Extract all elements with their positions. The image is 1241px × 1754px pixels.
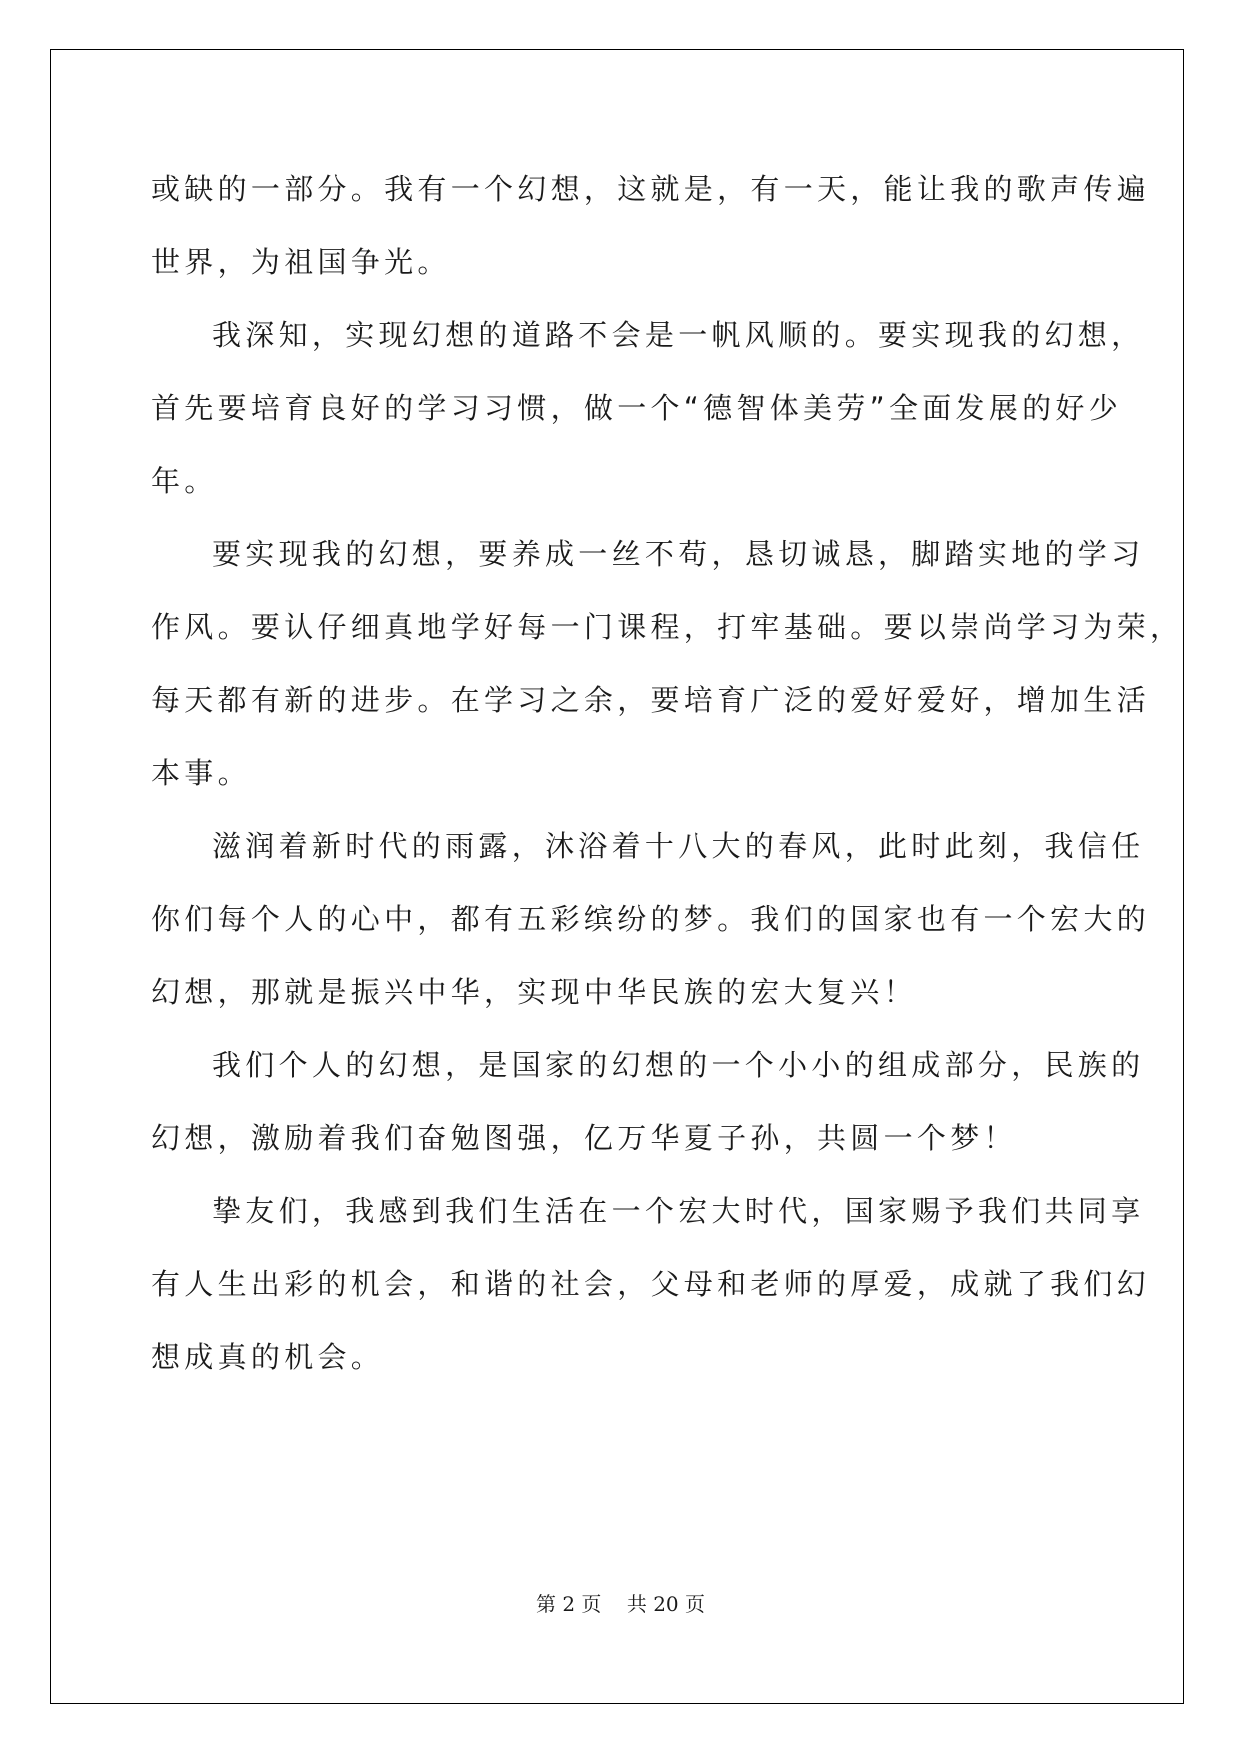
paragraph-line: 挚友们，我感到我们生活在一个宏大时代，国家赐予我们共同享: [212, 1194, 1145, 1228]
paragraph-line: 本事。: [151, 756, 251, 790]
paragraph-line: 滋润着新时代的雨露，沐浴着十八大的春风，此时此刻，我信任: [212, 829, 1145, 863]
paragraph-line: 世界，为祖国争光。: [151, 245, 451, 279]
paragraph-line: 有人生出彩的机会，和谐的社会，父母和老师的厚爱，成就了我们幻: [151, 1267, 1151, 1301]
paragraph-line: 或缺的一部分。我有一个幻想，这就是，有一天，能让我的歌声传遍: [151, 172, 1151, 206]
paragraph-line: 幻想，激励着我们奋勉图强，亿万华夏子孙，共圆一个梦！: [151, 1121, 1017, 1155]
paragraph-line: 我深知，实现幻想的道路不会是一帆风顺的。要实现我的幻想，: [212, 318, 1145, 352]
paragraph-line: 我们个人的幻想，是国家的幻想的一个小小的组成部分，民族的: [212, 1048, 1145, 1082]
paragraph-line: 要实现我的幻想，要养成一丝不苟，恳切诚恳，脚踏实地的学习: [212, 537, 1145, 571]
paragraph-line: 你们每个人的心中，都有五彩缤纷的梦。我们的国家也有一个宏大的: [151, 902, 1151, 936]
paragraph-line: 每天都有新的进步。在学习之余，要培育广泛的爱好爱好，增加生活: [151, 683, 1151, 717]
paragraph-line: 首先要培育良好的学习习惯，做一个“德智体美劳”全面发展的好少: [151, 391, 1123, 425]
page-number-footer: 第 2 页 共 20 页: [535, 1592, 706, 1616]
page-border: [50, 49, 1184, 1704]
paragraph-line: 作风。要认仔细真地学好每一门课程，打牢基础。要以崇尚学习为荣，: [151, 610, 1184, 644]
paragraph-line: 幻想，那就是振兴中华，实现中华民族的宏大复兴！: [151, 975, 917, 1009]
paragraph-line: 年。: [151, 464, 218, 498]
paragraph-line: 想成真的机会。: [151, 1340, 385, 1374]
